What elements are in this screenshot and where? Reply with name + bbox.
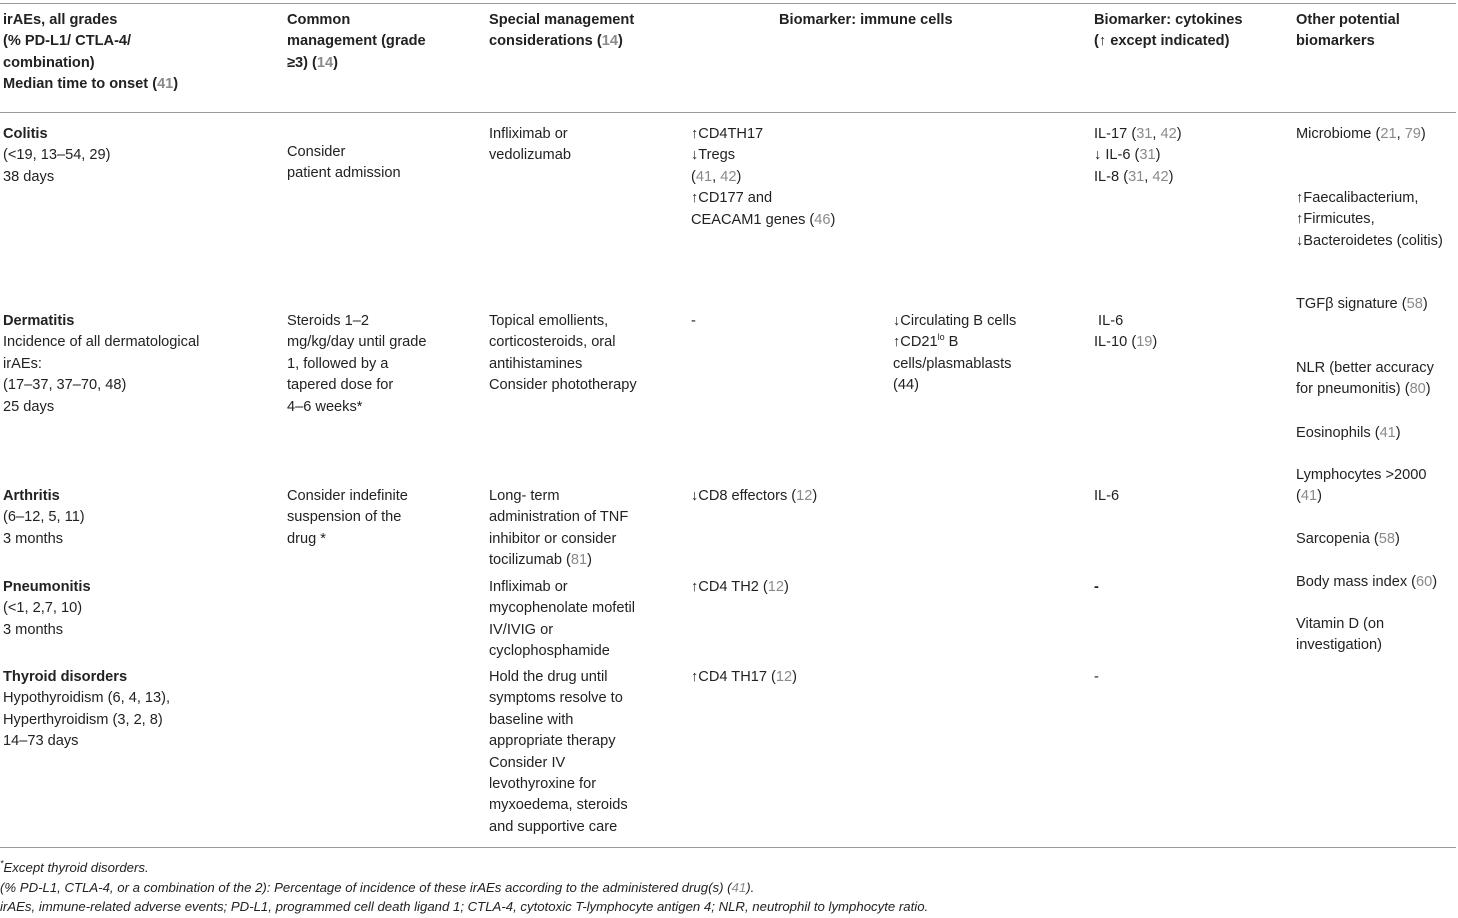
header-col-cytokines: Biomarker: cytokines (↑ except indicated) [1094, 12, 1243, 50]
row-arthritis-name: Arthritis (6–12, 5, 11) 3 months [3, 488, 85, 547]
row-pneumonitis-name: Pneumonitis (<1, 2,7, 10) 3 months [3, 579, 91, 638]
other-bmi: Body mass index (60) [1296, 574, 1438, 590]
other-tgf-beta: TGFβ signature (58) [1296, 296, 1428, 312]
row-dermatitis-cytokines: IL-6 IL-10 (19) [1094, 313, 1158, 351]
row-thyroid-name: Thyroid disorders Hypothyroidism (6, 4, 13), Hyperthyroidism (3, 2, 8) 14–73 days [3, 669, 171, 750]
row-colitis-immune: ↑CD4TH17 ↓Tregs (41, 42) ↑CD177 and CEACAM1 genes (46) [691, 126, 836, 228]
row-pneumonitis-cytokines: - [1094, 579, 1099, 595]
row-dermatitis-management: Steroids 1–2 mg/kg/day until grade 1, followed by a tapered dose for 4–6 weeks* [287, 313, 427, 415]
other-nlr: NLR (better accuracy for pneumonitis) (80) [1296, 360, 1434, 398]
header-col-common-management: Common management (grade ≥3) (14) [287, 12, 426, 71]
row-thyroid-cytokines: - [1094, 669, 1099, 685]
other-lymphocytes: Lymphocytes >2000 (41) [1296, 467, 1427, 505]
other-eosinophils: Eosinophils (41) [1296, 425, 1401, 441]
header-col-other-biomarkers: Other potential biomarkers [1296, 12, 1400, 50]
other-vitamin-d: Vitamin D (on investigation) [1296, 616, 1385, 654]
other-microbiome: Microbiome (21, 79) [1296, 126, 1426, 142]
row-pneumonitis-immune: ↑CD4 TH2 (12) [691, 579, 789, 595]
row-colitis-management: Consider patient admission [287, 144, 401, 182]
header-col-iraes: irAEs, all grades (% PD-L1/ CTLA-4/ combination) Median time to onset (41) [3, 12, 179, 93]
footnote-abbreviations: irAEs, immune-related adverse events; PD-L1, programmed cell death ligand 1; CTLA-4, cytotoxic T-lymphocyte antigen 4; NLR, neutrophil to lymphocyte ratio. [0, 899, 929, 914]
row-colitis-name: Colitis (<19, 13–54, 29) 38 days [3, 126, 111, 185]
table-bottom-rule [0, 847, 1456, 848]
row-arthritis-cytokines: IL-6 [1094, 488, 1120, 504]
other-bacteria: ↑Faecalibacterium, ↑Firmicutes, ↓Bacteroidetes (colitis) [1296, 190, 1443, 249]
header-col-immune-cells: Biomarker: immune cells [779, 12, 953, 28]
row-dermatitis-special: Topical emollients, corticosteroids, oral antihistamines Consider phototherapy [489, 313, 637, 394]
header-bottom-rule [0, 112, 1456, 113]
row-colitis-special: Infliximab or vedolizumab [489, 126, 571, 164]
row-thyroid-immune: ↑CD4 TH17 (12) [691, 669, 797, 685]
table-top-rule [0, 3, 1456, 4]
row-arthritis-immune: ↓CD8 effectors (12) [691, 488, 818, 504]
row-arthritis-management: Consider indefinite suspension of the drug * [287, 488, 408, 547]
row-dermatitis-immune-dash: - [691, 313, 696, 329]
footnote-incidence: (% PD-L1, CTLA-4, or a combination of the 2): Percentage of incidence of these irAEs according to the administered drug(s) (41). [0, 880, 755, 895]
row-dermatitis-immune-bcells: ↓Circulating B cells $↑CD21^{lo}$ B cells/plasmablasts (44) [893, 313, 1017, 394]
row-arthritis-special: Long- term administration of TNF inhibitor or consider tocilizumab (81) [489, 488, 629, 569]
row-pneumonitis-special: Infliximab or mycophenolate mofetil IV/IVIG or cyclophosphamide [489, 579, 636, 660]
other-sarcopenia: Sarcopenia (58) [1296, 531, 1400, 547]
footnote-except-thyroid: *Except thyroid disorders. [0, 858, 149, 875]
row-colitis-cytokines: IL-17 (31, 42) ↓ IL-6 (31) IL-8 (31, 42) [1094, 126, 1182, 185]
header-col-special-management: Special management considerations (14) [489, 12, 635, 50]
row-thyroid-special: Hold the drug until symptoms resolve to baseline with appropriate therapy Consider IV levothyroxine for myxoedema, steroids and supportive care [489, 669, 628, 835]
row-dermatitis-name: Dermatitis Incidence of all dermatological irAEs: (17–37, 37–70, 48) 25 days [3, 313, 200, 415]
